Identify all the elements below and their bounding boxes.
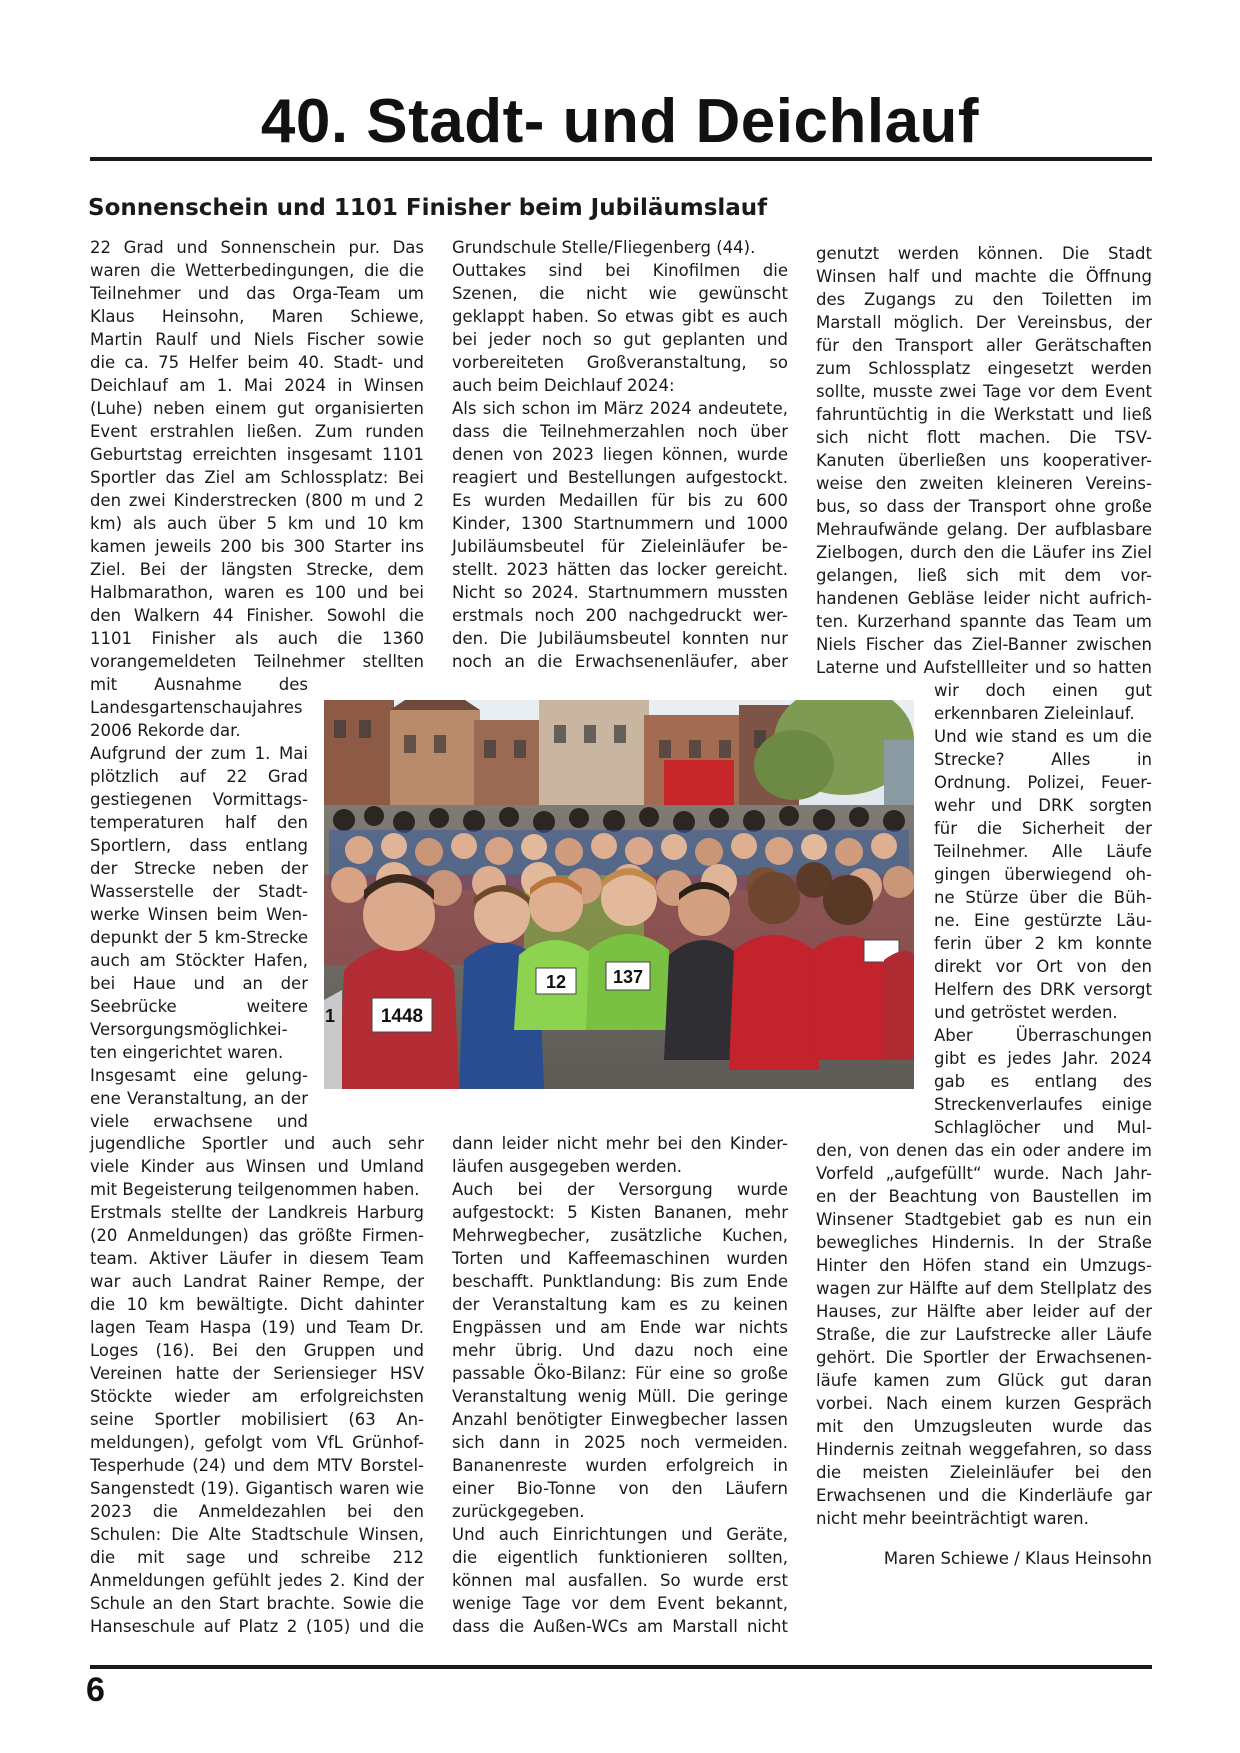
text-line: vorangemeldeten Teilnehmer stellten — [90, 652, 424, 671]
text-line: läufe kamen zum Glück gut daran — [816, 1371, 1152, 1390]
footer-rule — [90, 1665, 1152, 1669]
text-line: vorbereiteten Großveranstaltung, so — [452, 353, 788, 372]
text-line: noch an die Erwachsenenläufer, aber — [452, 652, 788, 671]
text-line: 1101 Finisher als auch die 1360 — [90, 629, 424, 648]
text-line: beschafft. Punktlandung: Bis zum Ende — [452, 1272, 788, 1291]
col1-top-text — [90, 236, 424, 673]
col3-top-text — [816, 242, 1152, 679]
text-line: Schlaglöcher und Mul- — [934, 1118, 1152, 1137]
text-line: Insgesamt eine gelung- — [90, 1066, 308, 1085]
text-line: 2006 Rekorde dar. — [90, 721, 241, 740]
text-line: Vorfeld „aufgefüllt“ wurde. Nach Jahr- — [816, 1164, 1152, 1183]
text-line: sich dann in 2025 noch vermeiden. — [452, 1433, 788, 1452]
text-line: Hindernis zeitnah weggefahren, so dass — [816, 1440, 1152, 1459]
text-line: aufgestockt: 5 Kisten Bananen, mehr — [452, 1203, 788, 1222]
text-line: Laterne und Aufstellleiter und so hatten — [816, 658, 1152, 677]
text-line: (20 Anmeldungen) das größte Firmen- — [90, 1226, 424, 1245]
text-line: Torten und Kaffeemaschinen wurden — [452, 1249, 788, 1268]
text-line: nicht mehr beeinträchtigt waren. — [816, 1509, 1089, 1528]
text-line: dann leider nicht mehr bei den Kinder- — [452, 1134, 788, 1153]
text-line: weise den zweiten kleineren Vereins- — [816, 474, 1152, 493]
article-signature: Maren Schiewe / Klaus Heinsohn — [883, 1549, 1152, 1568]
text-line: Deichlauf am 1. Mai 2024 in Winsen — [90, 376, 424, 395]
text-line: den, von denen das ein oder andere im — [816, 1141, 1152, 1160]
text-line: ten eingerichtet waren. — [90, 1043, 284, 1062]
headline-rule — [90, 157, 1152, 161]
text-line: Anzahl benötigter Einwegbecher lassen — [452, 1410, 788, 1429]
bib-number: 1448 — [380, 1006, 424, 1027]
text-line: Es wurden Medaillen für bis zu 600 — [452, 491, 788, 510]
text-line: wenige Tage vor dem Event bekannt, — [452, 1594, 788, 1613]
text-line: stellt. 2023 hätten das locker gereicht. — [452, 560, 788, 579]
text-line: und getröstet werden. — [934, 1003, 1118, 1022]
text-line: Zielbogen, durch den die Läufer ins Ziel — [816, 543, 1152, 562]
text-line: Schule an den Start brachte. Sowie die — [90, 1594, 424, 1613]
text-line: team. Aktiver Läufer in diesem Team — [90, 1249, 424, 1268]
col2-bottom-text — [452, 1132, 788, 1638]
text-line: erstmals noch 200 nachgedruckt wer- — [452, 606, 788, 625]
text-line: die mit sage und schreibe 212 — [90, 1548, 424, 1567]
text-line: Teilnehmer. Alle Läufe — [934, 842, 1152, 861]
text-line: Seebrücke weitere — [90, 997, 308, 1016]
text-line: für den Transport aller Gerätschaften — [816, 336, 1152, 355]
text-line: mit den Umzugsleuten wurde das — [816, 1417, 1152, 1436]
text-line: ne Stürze über die Büh- — [934, 888, 1152, 907]
text-line: gibt es jedes Jahr. 2024 — [934, 1049, 1152, 1068]
text-line: die 10 km bewältigte. Dicht dahinter — [90, 1295, 424, 1314]
col1-bottom-text — [90, 1132, 424, 1638]
text-line: Szenen, die nicht wie gewünscht — [452, 284, 788, 303]
text-line: ferin über 2 km konnte — [934, 934, 1152, 953]
text-line: wehr und DRK sorgten — [934, 796, 1152, 815]
text-line: plötzlich auf 22 Grad — [90, 767, 308, 786]
text-line: gehört. Die Sportler der Erwachsenen- — [816, 1348, 1152, 1367]
text-line: den Walkern 44 Finisher. Sowohl die — [90, 606, 424, 625]
text-line: Hinter den Höfen stand ein Umzugs- — [816, 1256, 1152, 1275]
text-line: seine Sportler mobilisiert (63 An- — [90, 1410, 424, 1429]
text-line: des Zugangs zu den Toiletten im — [816, 290, 1152, 309]
text-line: Hauses, zur Hälfte aber leider auf der — [816, 1302, 1152, 1321]
text-line: en der Beachtung von Baustellen im — [816, 1187, 1152, 1206]
text-line: wir doch einen gut — [934, 681, 1152, 700]
text-line: gab es entlang des — [934, 1072, 1152, 1091]
text-line: Winsen half und machte die Öffnung — [816, 267, 1152, 286]
bib-number: 1 — [324, 1006, 336, 1026]
text-line: Klaus Heinsohn, Maren Schiewe, — [90, 307, 424, 326]
page-headline: 40. Stadt- und Deichlauf — [260, 87, 980, 156]
text-line: zurückgegeben. — [452, 1502, 585, 1521]
text-line: Sportler das Ziel am Schlossplatz: Bei — [90, 468, 424, 487]
text-line: wagen zur Hälfte auf dem Stellplatz des — [816, 1279, 1152, 1298]
text-line: für die Sicherheit der — [934, 819, 1152, 838]
text-line: bus, so dass der Transport ohne große — [816, 497, 1152, 516]
text-line: auch am Stöckter Hafen, — [90, 951, 308, 970]
page-number: 6 — [86, 1671, 105, 1709]
text-line: zum Schlossplatz eingesetzt werden — [816, 359, 1152, 378]
text-line: einer Bio-Tonne von den Läufern — [452, 1479, 788, 1498]
text-line: Aber Überraschungen — [934, 1026, 1152, 1045]
text-line: lagen Team Haspa (19) und Team Dr. — [90, 1318, 424, 1337]
text-line: ne. Eine gestürzte Läu- — [934, 911, 1152, 930]
text-line: können mal ausfallen. So wurde erst — [452, 1571, 788, 1590]
bib-number: 12 — [545, 972, 567, 992]
text-line: Ziel. Bei der längsten Strecke, dem — [90, 560, 424, 579]
start-line-photo — [324, 700, 914, 1089]
text-line: Ordnung. Polizei, Feuer- — [934, 773, 1152, 792]
text-line: Bananenreste wurden erfolgreich in — [452, 1456, 788, 1475]
text-line: gingen überwiegend oh- — [934, 865, 1152, 884]
text-line: Wasserstelle der Stadt- — [90, 882, 308, 901]
text-line: 22 Grad und Sonnenschein pur. Das — [90, 238, 424, 257]
text-line: läufen ausgegeben werden. — [452, 1157, 683, 1176]
text-line: (Luhe) neben einem gut organisierten — [90, 399, 424, 418]
text-line: ene Veranstaltung, an der — [90, 1089, 308, 1108]
text-line: ten. Kurzerhand spannte das Team um — [816, 612, 1152, 631]
text-line: Sangenstedt (19). Gigantisch waren wie — [90, 1479, 424, 1498]
text-line: die ca. 75 Helfer beim 40. Stadt- und — [90, 353, 424, 372]
bib-number: 137 — [612, 967, 644, 987]
text-line: Kinder, 1300 Startnummern und 1000 — [452, 514, 788, 533]
text-line: Vereinen hatte der Seriensieger HSV — [90, 1364, 424, 1383]
text-line: reagiert und Bestellungen aufgestockt. — [452, 468, 788, 487]
text-line: Als sich schon im März 2024 andeutete, — [452, 399, 788, 418]
text-line: Anmeldungen gefühlt jedes 2. Kind der — [90, 1571, 424, 1590]
text-line: Grundschule Stelle/Fliegenberg (44). — [452, 238, 756, 257]
text-line: Erwachsenen und die Kinderläufe gar — [816, 1486, 1152, 1505]
text-line: 2023 die Anmeldezahlen bei den — [90, 1502, 424, 1521]
text-line: war auch Landrat Rainer Rempe, der — [90, 1272, 424, 1291]
text-line: Mehraufwände gelang. Der aufblasbare — [816, 520, 1152, 539]
text-line: jugendliche Sportler und auch sehr — [90, 1134, 424, 1153]
text-line: mehr übrig. Und dazu noch eine — [452, 1341, 788, 1360]
text-line: vorbei. Nach einem kurzen Gespräch — [816, 1394, 1152, 1413]
text-line: Outtakes sind bei Kinofilmen die — [452, 261, 788, 280]
col1-wrap-text — [90, 673, 308, 1133]
text-line: bewegliches Hindernis. In der Straße — [816, 1233, 1152, 1252]
text-line: Veranstaltung wenig Müll. Die geringe — [452, 1387, 788, 1406]
text-line: Auch bei der Versorgung wurde — [452, 1180, 788, 1199]
text-line: Helfern des DRK versorgt — [934, 980, 1152, 999]
text-line: Mehrwegbecher, zusätzliche Kuchen, — [452, 1226, 788, 1245]
text-line: fahruntüchtig in die Werkstatt und ließ — [816, 405, 1152, 424]
text-line: den zwei Kinderstrecken (800 m und 2 — [90, 491, 424, 510]
text-line: Stöckte wieder am erfolgreichsten — [90, 1387, 424, 1406]
text-line: Schulen: Die Alte Stadtschule Winsen, — [90, 1525, 424, 1544]
text-line: passable Öko-Bilanz: Für eine so große — [452, 1364, 788, 1383]
text-line: genutzt werden können. Die Stadt — [816, 244, 1152, 263]
text-line: viele Kinder aus Winsen und Umland — [90, 1157, 424, 1176]
col2-top-text — [452, 236, 788, 673]
text-line: meldungen), gefolgt vom VfL Grünhof- — [90, 1433, 424, 1452]
text-line: auch beim Deichlauf 2024: — [452, 376, 675, 395]
text-line: Marstall möglich. Der Vereinsbus, der — [816, 313, 1152, 332]
text-line: geklappt haben. So etwas gibt es auch — [452, 307, 788, 326]
text-line: der Strecke neben der — [90, 859, 308, 878]
text-line: Jubiläumsbeutel für Zieleinläufer be- — [452, 537, 788, 556]
text-line: Versorgungsmöglichkei- — [90, 1020, 288, 1039]
text-line: Kanuten überließen uns kooperativer- — [816, 451, 1152, 470]
text-line: direkt vor Ort von den — [934, 957, 1152, 976]
text-line: Teilnehmer und das Orga-Team um — [90, 284, 424, 303]
text-line: kamen jeweils 200 bis 300 Starter ins — [90, 537, 424, 556]
text-line: depunkt der 5 km-Strecke — [90, 928, 308, 947]
text-line: Engpässen und am Ende war nichts — [452, 1318, 788, 1337]
text-line: bei jeder noch so gut geplanten und — [452, 330, 788, 349]
text-line: mit Begeisterung teilgenommen haben. — [90, 1180, 420, 1199]
text-line: viele erwachsene und — [90, 1112, 308, 1131]
text-line: sich nicht flott machen. Die TSV- — [816, 428, 1152, 447]
text-line: Strecke? Alles in — [934, 750, 1152, 769]
text-line: Loges (16). Bei den Gruppen und — [90, 1341, 424, 1360]
text-line: temperaturen half den — [90, 813, 308, 832]
text-line: sollte, musste zwei Tage vor dem Event — [816, 382, 1152, 401]
text-line: der Veranstaltung kam es zu keinen — [452, 1295, 788, 1314]
text-line: Halbmarathon, waren es 100 und bei — [90, 583, 424, 602]
text-line: dass die Teilnehmerzahlen noch über — [452, 422, 788, 441]
text-line: gestiegenen Vormittags- — [90, 790, 308, 809]
text-line: mit Ausnahme des — [90, 675, 308, 694]
text-line: Aufgrund der zum 1. Mai — [90, 744, 308, 763]
text-line: Geburtstag erreichten insgesamt 1101 — [90, 445, 424, 464]
text-line: gelangen, ließ sich mit dem vor- — [816, 566, 1152, 585]
col3-wrap-text — [934, 679, 1152, 1139]
text-line: die eigentlich funktionieren sollten, — [452, 1548, 788, 1567]
text-line: Event erstrahlen ließen. Zum runden — [90, 422, 424, 441]
text-line: Sportlern, dass entlang — [90, 836, 308, 855]
text-line: denen von 2023 liegen können, wurde — [452, 445, 788, 464]
text-line: waren die Wetterbedingungen, die die — [90, 261, 424, 280]
text-line: den. Die Jubiläumsbeutel konnten nur — [452, 629, 788, 648]
text-line: die meisten Zieleinläufer bei den — [816, 1463, 1152, 1482]
text-line: Und auch Einrichtungen und Geräte, — [452, 1525, 788, 1544]
text-line: Straße, die zur Laufstrecke aller Läufe — [816, 1325, 1152, 1344]
article-subtitle: Sonnenschein und 1101 Finisher beim Jubiläumslauf — [88, 195, 768, 221]
col3-bottom-text — [816, 1139, 1152, 1530]
text-line: Niels Fischer das Ziel-Banner zwischen — [816, 635, 1152, 654]
text-line: handenen Gebläse leider nicht aufrich- — [816, 589, 1152, 608]
text-line: dass die Außen-WCs am Marstall nicht — [452, 1617, 788, 1636]
text-line: Martin Raulf und Niels Fischer sowie — [90, 330, 424, 349]
text-line: Erstmals stellte der Landkreis Harburg — [90, 1203, 424, 1222]
text-line: Winsener Stadtgebiet gab es nun ein — [816, 1210, 1152, 1229]
text-line: Streckenverlaufes einige — [934, 1095, 1152, 1114]
text-line: Landesgartenschaujahres — [90, 698, 303, 717]
text-line: bei Haue und an der — [90, 974, 308, 993]
text-line: Nicht so 2024. Startnummern mussten — [452, 583, 788, 602]
text-line: km) als auch über 5 km und 10 km — [90, 514, 424, 533]
text-line: Und wie stand es um die — [934, 727, 1152, 746]
text-line: Hanseschule auf Platz 2 (105) und die — [90, 1617, 424, 1636]
text-line: erkennbaren Zieleinlauf. — [934, 704, 1135, 723]
text-line: werke Winsen beim Wen- — [90, 905, 308, 924]
text-line: Tesperhude (24) und dem MTV Borstel- — [90, 1456, 424, 1475]
